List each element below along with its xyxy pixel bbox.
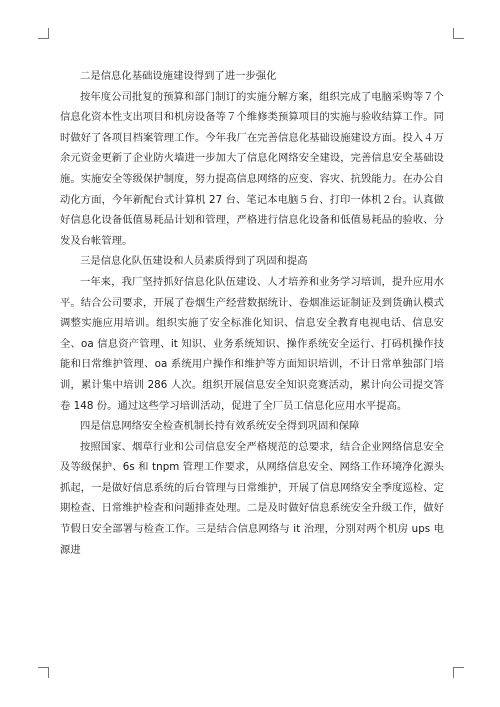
section-paragraph: 按照国家、烟草行业和公司信息安全严格规范的总要求，结合企业网络信息安全及等级保护、6s 和 tnpm 管理工作要求，从网络信息安全、网络工作环境净化源头抓起，一是做好信息系统的后台管理与日常维护，开展了信息网络安全季度巡检、定期检查、日常维护检查和问题排查处理。二是及时做好信息系统安全升级工作，做好节假日安全部署与检查工作。三是结合信息网络与 it 治理，分别对两个机房 ups 电源进 [60,440,444,556]
crop-mark-bottom-right [453,667,464,678]
crop-mark-bottom-left [38,667,49,678]
section-paragraph: 一年来，我厂坚持抓好信息化队伍建设、人才培养和业务学习培训，提升应用水平。结合公司要求，开展了卷烟生产经营数据统计、卷烟准运证制证及到货确认模式调整实施应用培训。组织实施了安全标准化知识、信息安全教育电视电话、信息安全、oa 信息资产管理、it 知识、业务系统知识、操作系统安全运行、打码机操作技能和日常维护管理、oa 系统用户操作和维护等方面知识培训，不计日常单独部门培训，累计集中培训 286 人次。组织开展信息安全知识竞赛活动，累计向公司提交答卷 148 份。通过这些学习培训活动，促进了全厂员工信息化应用水平提高。 [60,275,444,412]
section-heading: 三是信息化队伍建设和人员素质得到了巩固和提高 [80,255,308,268]
crop-mark-top-right [453,28,464,39]
document-body [60,66,444,560]
section-paragraph: 按年度公司批复的预算和部门制订的实施分解方案，组织完成了电脑采购等７个信息化资本性支出项目和机房设备等７个维修类预算项目的实施与验收结算工作。同时做好了各项目档案管理工作。今年我厂在完善信息化基础设施建设方面。投入４万余元资金更新了企业防火墙进一步加大了信息化网络安全建设，完善信息安全基础设施。实施安全等级保护制度，努力提高信息网络的应变、容灾、抗毁能力。在办公自动化方面，今年新配台式计算机 27 台、笔记本电脑５台、打印一体机２台。认真做好信息化设备低值易耗品计划和管理，严格进行信息化设备和低值易耗品的验收、分发及台帐管理。 [60,90,444,247]
section-heading: 二是信息化基础设施建设得到了进一步强化 [80,70,277,82]
section-heading: 四是信息网络安全检查机制长持有效系统安全得到巩固和保障 [80,420,360,433]
crop-mark-top-left [38,28,49,39]
